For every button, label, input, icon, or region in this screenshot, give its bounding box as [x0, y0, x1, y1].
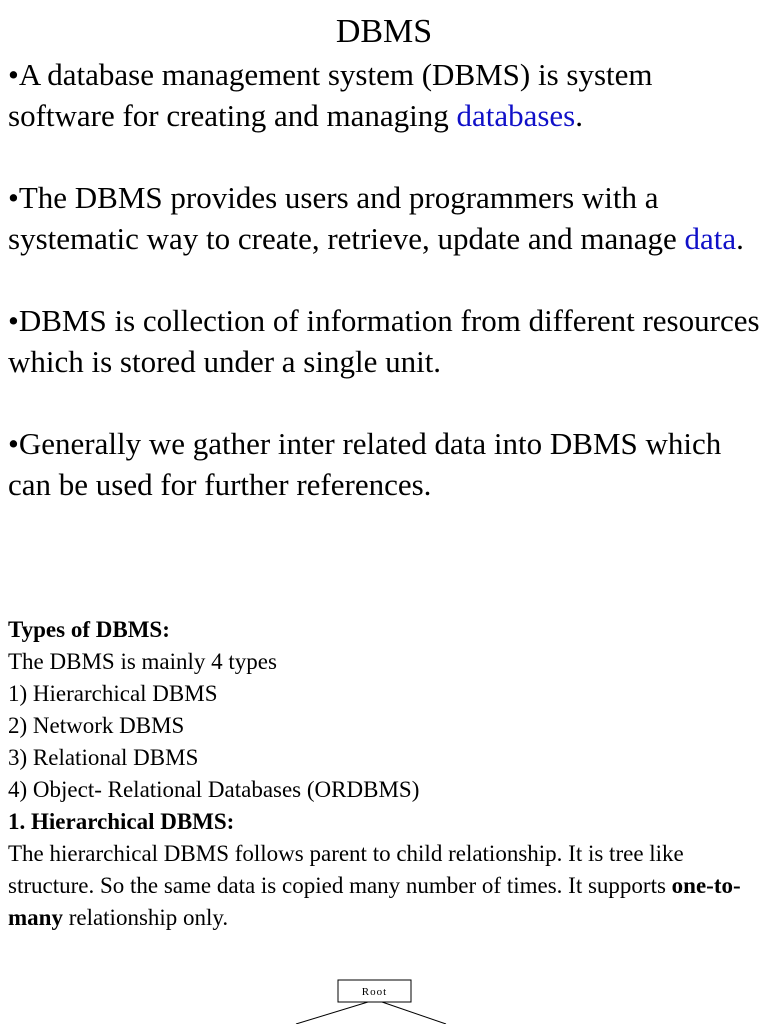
bullet-dbms-definition — [8, 54, 764, 136]
types-intro: The DBMS is mainly 4 types — [8, 649, 277, 674]
bullet-text: •The DBMS provides users and programmers with a systematic way to create, retrieve, update and manage — [8, 180, 685, 256]
types-heading: Types of DBMS: — [8, 617, 170, 642]
bullet-period: . — [736, 221, 744, 256]
page-title: DBMS — [335, 13, 433, 50]
root-right-branch — [382, 1002, 446, 1024]
databases-link[interactable]: databases — [456, 98, 576, 133]
bullet-dbms-provides — [8, 177, 764, 259]
root-node-label: Root — [361, 986, 388, 998]
data-link[interactable]: data — [684, 221, 737, 256]
types-section — [8, 614, 764, 934]
hierarchical-subheading: 1. Hierarchical DBMS: — [8, 809, 235, 834]
list-item: 3) Relational DBMS — [8, 745, 199, 770]
list-item: 1) Hierarchical DBMS — [8, 681, 218, 706]
hierarchical-description: The hierarchical DBMS follows parent to child relationship. It is tree like structure. So the same data is copied many number of times. It supports one-to-many relationship only. — [8, 841, 741, 930]
one-to-many-emphasis: one-to-many — [8, 873, 741, 930]
bullet-list — [8, 54, 764, 546]
list-item: 4) Object- Relational Databases (ORDBMS) — [8, 777, 420, 802]
bullet-period: . — [575, 98, 583, 133]
hierarchy-diagram — [0, 976, 768, 1024]
list-item: 2) Network DBMS — [8, 713, 185, 738]
root-left-branch — [296, 1002, 368, 1024]
bullet-text: •A database management system (DBMS) is system software for creating and managing — [8, 57, 653, 133]
bullet-dbms-collection: •DBMS is collection of information from different resources which is stored under a single unit. — [8, 303, 760, 379]
bullet-dbms-gather: •Generally we gather inter related data into DBMS which can be used for further references. — [8, 426, 722, 502]
